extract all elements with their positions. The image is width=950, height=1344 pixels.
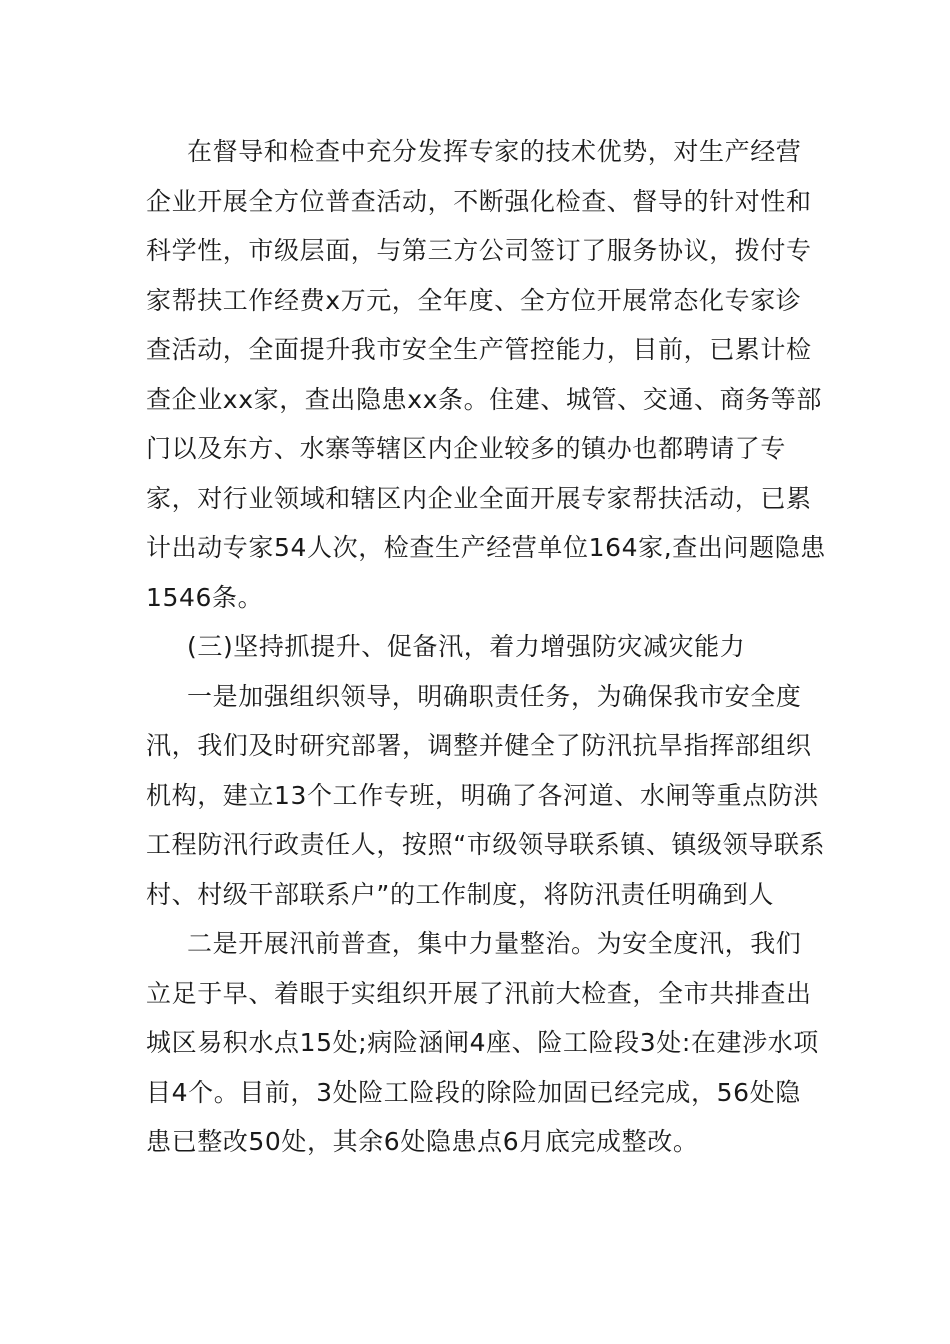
paragraph-organization-leadership: 一是加强组织领导，明确职责任务，为确保我市安全度汛，我们及时研究部署，调整并健全了防汛抗旱指挥部组织机构，建立13个工作专班，明确了各河道、水闸等重点防洪工程防汛行政责任人，按照“市级领导联系镇、镇级领导联系村、村级干部联系户”的工作制度，将防汛责任明确到人	[146, 681, 826, 909]
paragraph-pre-flood-survey: 二是开展汛前普查，集中力量整治。为安全度汛，我们立足于早、着眼于实组织开展了汛前大检查，全市共排查出城区易积水点15处;病险涵闸4座、险工险段3处:在建涉水项目4个。目前，3处险工险段的除险加固已经完成，56处隐患已整改50处，其余6处隐患点6月底完成整改。	[146, 929, 819, 1156]
section-heading-flood-prevention: (三)坚持抓提升、促备汛，着力增强防灾减灾能力	[187, 632, 746, 661]
paragraph-expert-inspection: 在督导和检查中充分发挥专家的技术优势，对生产经营企业开展全方位普查活动，不断强化检查、督导的针对性和科学性，市级层面，与第三方公司签订了服务协议，拨付专家帮扶工作经费x万元，全年度、全方位开展常态化专家诊查活动，全面提升我市安全生产管控能力，目前，已累计检查企业xx家，查出隐患xx条。住建、城管、交通、商务等部门以及东方、水寨等辖区内企业较多的镇办也都聘请了专家，对行业领域和辖区内企业全面开展专家帮扶活动，已累计出动专家54人次，检查生产经营单位164家,查出问题隐患1546条。	[146, 137, 826, 612]
document-body	[146, 127, 826, 1167]
